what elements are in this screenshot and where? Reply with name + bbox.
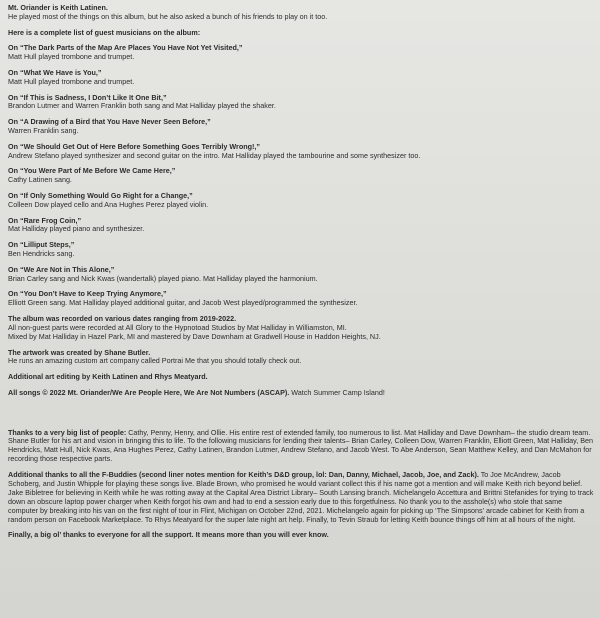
song-desc: Mat Halliday played piano and synthesizer.: [8, 224, 145, 234]
artwork-info: [8, 349, 594, 367]
mixing-line: Mixed by Mat Halliday in Hazel Park, MI and mastered by Dave Downham at Gradwell House in Haddon Heights, NJ.: [8, 331, 381, 341]
song-title: On “We Are Not in This Alone,”: [8, 264, 115, 274]
section-gap: [8, 405, 594, 429]
song-desc: Warren Franklin sang.: [8, 126, 79, 136]
additional-thanks-paragraph: [8, 471, 594, 524]
song-credit: [8, 94, 594, 112]
song-title: On “The Dark Parts of the Map Are Places You Have Not Yet Visited,”: [8, 43, 243, 53]
liner-notes: [8, 4, 594, 547]
additional-text-wrap: [8, 471, 594, 524]
song-desc: Colleen Dow played cello and Ana Hughes Perez played violin.: [8, 199, 209, 209]
final-thanks: [8, 531, 594, 540]
artwork-desc: He runs an amazing custom art company called Portrai Me that you should totally check out.: [8, 356, 302, 366]
editing-credit: Additional art editing by Keith Latinen and Rhys Meatyard.: [8, 372, 208, 382]
song-desc: Brian Carley sang and Nick Kwas (wandertalk) played piano. Mat Halliday played the harmonium.: [8, 273, 318, 283]
song-credit: [8, 266, 594, 284]
song-credit: [8, 167, 594, 185]
guest-heading-block: [8, 29, 594, 38]
recording-line: All non-guest parts were recorded at All Glory to the Hypnotoad Studios by Mat Halliday in Williamston, MI.: [8, 322, 347, 332]
song-title: On “If This is Sadness, I Don’t Like It One Bit,”: [8, 92, 167, 102]
song-title: On “We Should Get Out of Here Before Something Goes Terribly Wrong!,”: [8, 141, 260, 151]
song-desc: Andrew Stefano played synthesizer and second guitar on the intro. Mat Halliday played the tambourine and some synthesizer too.: [8, 150, 421, 160]
copyright-line: [8, 389, 594, 398]
song-desc: Matt Hull played trombone and trumpet.: [8, 52, 135, 62]
intro: [8, 4, 594, 22]
song-title: On “Rare Frog Coin,”: [8, 215, 82, 225]
editing-info: [8, 373, 594, 382]
artwork-title: The artwork was created by Shane Butler.: [8, 347, 151, 357]
intro-title: Mt. Oriander is Keith Latinen.: [8, 3, 108, 12]
additional-lead: Additional thanks to all the F-Buddies (second liner notes mention for Keith’s D&D group, lol: Dan, Danny, Michael, Jacob, Joe, and Zack).: [8, 469, 479, 479]
copyright-notice: All songs © 2022 Mt. Oriander/We Are People Here, We Are Not Numbers (ASCAP).: [8, 387, 290, 397]
song-credit: [8, 241, 594, 259]
song-desc: Matt Hull played trombone and trumpet.: [8, 76, 135, 86]
song-desc: Brandon Lutmer and Warren Franklin both sang and Mat Halliday played the shaker.: [8, 101, 276, 111]
song-title: On “You Don’t Have to Keep Trying Anymore,”: [8, 289, 167, 299]
song-desc: Cathy Latinen sang.: [8, 175, 72, 185]
song-title: On “You Were Part of Me Before We Came Here,”: [8, 166, 176, 176]
song-credit: [8, 192, 594, 210]
song-title: On “If Only Something Would Go Right for a Change,”: [8, 190, 193, 200]
recording-info: [8, 315, 594, 342]
song-credit: [8, 290, 594, 308]
recording-title: The album was recorded on various dates ranging from 2019-2022.: [8, 314, 237, 324]
song-title: On “What We Have is You,”: [8, 67, 102, 77]
copyright-info: [8, 389, 594, 398]
thanks-lead: Thanks to a very big list of people:: [8, 427, 127, 437]
thanks-text: Cathy, Penny, Henry, and Ollie. His entire rest of extended family, too numerous to list. Mat Halliday and Dave Downham– the studio dream team. Shane Butler for his art and vision in bringing this to life. To the following musicians for lending their talents– Brian Carley, Colleen Dow, Warren Franklin, Elliott Green, Mat Halliday, Ben Hendricks, Matt Hull, Nick Kwas, Ana Hughes Perez, Cathy Latinen, Brandon Lutmer, Andrew Stefano, and Jacob West. To Abe Anderson, Sean Matthew Kelley, and Dan McMahon for recording those respective parts.: [8, 427, 593, 464]
song-desc: Ben Hendricks sang.: [8, 249, 75, 259]
song-title: On “Lilliput Steps,”: [8, 240, 75, 250]
thanks-paragraph: [8, 429, 594, 465]
song-credit: [8, 217, 594, 235]
additional-text: To Joe McAndrew, Jacob Schoberg, and Justin Whipple for playing these songs live. Blade Brown, who promised he would variant collect this if his name got a mention and will make Keith rich beyond belief. Jake Bibletree for believing in Keith while he was rotting away at the Capital Area District Library– South Lansing branch. Michelangelo Accettura and Brittni Stefanides for trying to track down an obscure laptop power charger when Keith forgot his own and had to end a session early due to this forgetfulness. No thank you to the asshole(s) who stole that same computer by breaking into his van on the first night of tour in Flint, Michigan on October 22nd, 2021. Michelangelo again for picking up ‘The Simpsons’ arcade cabinet for Keith from a random person on Facebook Marketplace. To Rhys Meatyard for the super late night art help. Finally, to Tevin Straub for letting Keith bounce things off him at all hours of the night.: [8, 469, 594, 524]
intro-line: He played most of the things on this album, but he also asked a bunch of his friends to play on it too.: [8, 11, 328, 21]
song-credit: [8, 44, 594, 62]
guest-heading: Here is a complete list of guest musicians on the album:: [8, 27, 201, 37]
thanks-text-wrap: [8, 429, 594, 465]
final-thanks-text: Finally, a big ol’ thanks to everyone for all the support. It means more than you will ever know.: [8, 530, 329, 540]
song-desc: Elliott Green sang. Mat Halliday played additional guitar, and Jacob West played/programmed the synthesizer.: [8, 298, 358, 308]
copyright-extra: Watch Summer Camp Island!: [289, 387, 385, 397]
song-credit: [8, 118, 594, 136]
song-title: On “A Drawing of a Bird that You Have Never Seen Before,”: [8, 117, 211, 127]
song-credit: [8, 69, 594, 87]
song-credit: [8, 143, 594, 161]
